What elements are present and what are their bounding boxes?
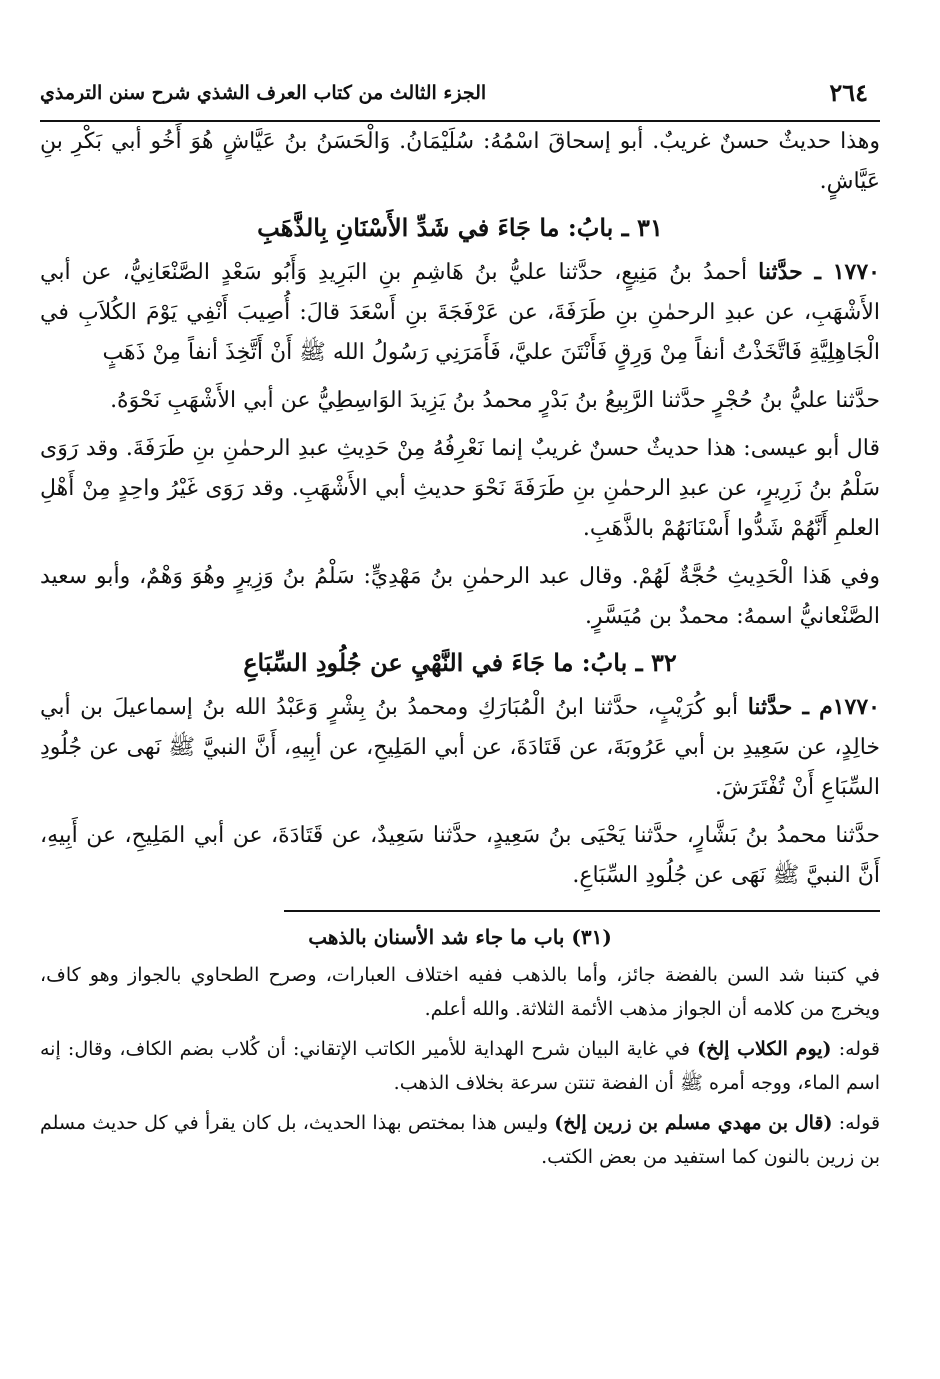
note-3-lemma: (قال بن مهدي مسلم بن زرين إلخ) bbox=[554, 1112, 833, 1134]
chain-paragraph-2: حدَّثنا محمدُ بنُ بَشَّارٍ، حدَّثنا يَحْيَى بنُ سَعِيدٍ، حدَّثنا سَعِيدٌ، عن قَتَادَةَ، عن أبي المَلِيحِ، عن أَبِيهِ، أَنَّ النبيَّ ﷺ نَهَى عن جُلُودِ السِّبَاعِ. bbox=[40, 823, 880, 888]
hadith-1770m bbox=[40, 687, 880, 808]
chapter-32-title: ٣٢ ـ بابُ: ما جَاءَ في النَّهْيِ عن جُلُودِ السِّبَاعِ bbox=[243, 648, 677, 677]
commentary-notes bbox=[40, 920, 880, 1174]
book-page bbox=[40, 60, 880, 1174]
running-header bbox=[40, 60, 880, 122]
note-2-prefix: قوله: bbox=[838, 1038, 880, 1060]
chain-paragraph: حدَّثنا عليُّ بنُ حُجْرٍ حدَّثنا الرَّبِيعُ بنُ بَدْرٍ محمدُ بنُ يَزِيدَ الوَاسِطِيُّ عن أبي الأَشْهَبِ نَحْوَهُ. bbox=[110, 388, 880, 413]
note-2 bbox=[40, 1032, 880, 1100]
note-3-prefix: قوله: bbox=[838, 1112, 881, 1134]
footnote-divider bbox=[284, 910, 880, 912]
commentary-paragraph: قال أبو عيسى: هذا حديثٌ حسنٌ غريبٌ إنما نَعْرِفُهُ مِنْ حَدِيثِ عبدِ الرحمٰنِ بنِ طَرَفَةَ. وقد رَوَى سَلْمُ بنُ زَرِيرٍ، عن عبدِ الرحمٰنِ بنِ طَرَفَةَ نَحْوَ حديثِ أبي الأَشْهَبِ. وقد رَوَى غَيْرُ واحِدٍ مِنْ أَهْلِ العلمِ أَنَّهُمْ شَدُّوا أَسْنَانَهُمْ بالذَّهَبِ. bbox=[40, 436, 880, 541]
note-1: في كتبنا شد السن بالفضة جائز، وأما بالذهب ففيه اختلاف العبارات، وصرح الطحاوي بالجواز وهو كاف، ويخرج من كلامه أن الجواز مذهب الأئمة الثلاثة. والله أعلم. bbox=[40, 964, 881, 1020]
note-3 bbox=[40, 1106, 880, 1174]
hadith-number: ١٧٧٠ ـ حدَّثنا bbox=[758, 259, 880, 285]
note-3-text: وليس هذا بمختص بهذا الحديث، بل كان يقرأ في كل حديث مسلم بن زرين بالنون كما استفيد من بعض الكتب. bbox=[40, 1112, 880, 1168]
hadith-1770 bbox=[40, 252, 880, 373]
note-2-text: في غاية البيان شرح الهداية للأمير الكاتب الإتقاني: أن كُلاب بضم الكاف، وقال: إنه اسم الماء، ووجه أمره ﷺ أن الفضة تنتن سرعة بخلاف الذهب. bbox=[40, 1038, 880, 1094]
commentary-paragraph-2: وفي هَذا الْحَدِيثِ حُجَّةٌ لَهُمْ. وقال عبد الرحمٰنِ بنُ مَهْدِيٍّ: سَلْمُ بنُ وَزِيرٍ وهُوَ وَهْمٌ، وأبو سعيد الصَّنْعانيُّ اسمهُ: محمدٌ بن مُيَسَّرٍ. bbox=[40, 564, 880, 629]
hadith-text: أبو كُرَيْبٍ، حدَّثنا ابنُ الْمُبَارَكِ ومحمدُ بنُ بِشْرٍ وَعَبْدُ الله بنُ إسماعيلَ بن أبي خالِدٍ، عن سَعِيدِ بن أبي عَرُوبَةَ، عن قَتَادَةَ، عن أبي المَلِيحِ، عن أبِيهِ، أَنَّ النبيَّ ﷺ نَهى عن جُلُودِ السِّبَاعِ أَنْ تُفْتَرَشَ. bbox=[40, 695, 880, 800]
main-text bbox=[40, 122, 880, 896]
intro-paragraph: وهذا حديثٌ حسنٌ غريبٌ. أبو إسحاقَ اسْمُهُ: سُلَيْمَانُ. وَالْحَسَنُ بنُ عَيَّاشٍ هُوَ أَخُو أبي بَكْرِ بنِ عَيَّاشٍ. bbox=[40, 129, 880, 194]
chapter-31-title: ٣١ ـ بابُ: ما جَاءَ في شَدِّ الأَسْنَانِ بِالذَّهَبِ bbox=[257, 213, 663, 242]
hadith-text: أحمدُ بنُ مَنِيعٍ، حدَّثنا عليُّ بنُ هَاشِمِ بنِ البَرِيدِ وَأَبُو سَعْدٍ الصَّنْعَانِيُّ، عن أبي الأَشْهَبِ، عن عبدِ الرحمٰنِ بنِ طَرَفَةَ، عن عَرْفَجَةَ بنِ أَسْعَدَ قالَ: أُصِيبَ أَنْفِي يَوْمَ الكُلاَبِ في الْجَاهِلِيَّةِ فَاتَّخَذْتُ أنفاً مِنْ وَرِقٍ فَأَنْتَنَ عليَّ، فَأَمَرَنِي رَسُولُ الله ﷺ أَنْ أَتَّخِذَ أنفاً مِنْ ذَهَبٍ bbox=[40, 260, 880, 365]
page-number: ٢٦٤ bbox=[829, 78, 868, 107]
hadith-number: ١٧٧٠م ـ حدَّثنا bbox=[747, 694, 880, 720]
notes-heading: (٣١) باب ما جاء شد الأسنان بالذهب bbox=[308, 925, 612, 949]
header-title: الجزء الثالث من كتاب العرف الشذي شرح سنن الترمذي bbox=[40, 82, 487, 104]
note-2-lemma: (يوم الكلاب إلخ) bbox=[697, 1038, 832, 1060]
